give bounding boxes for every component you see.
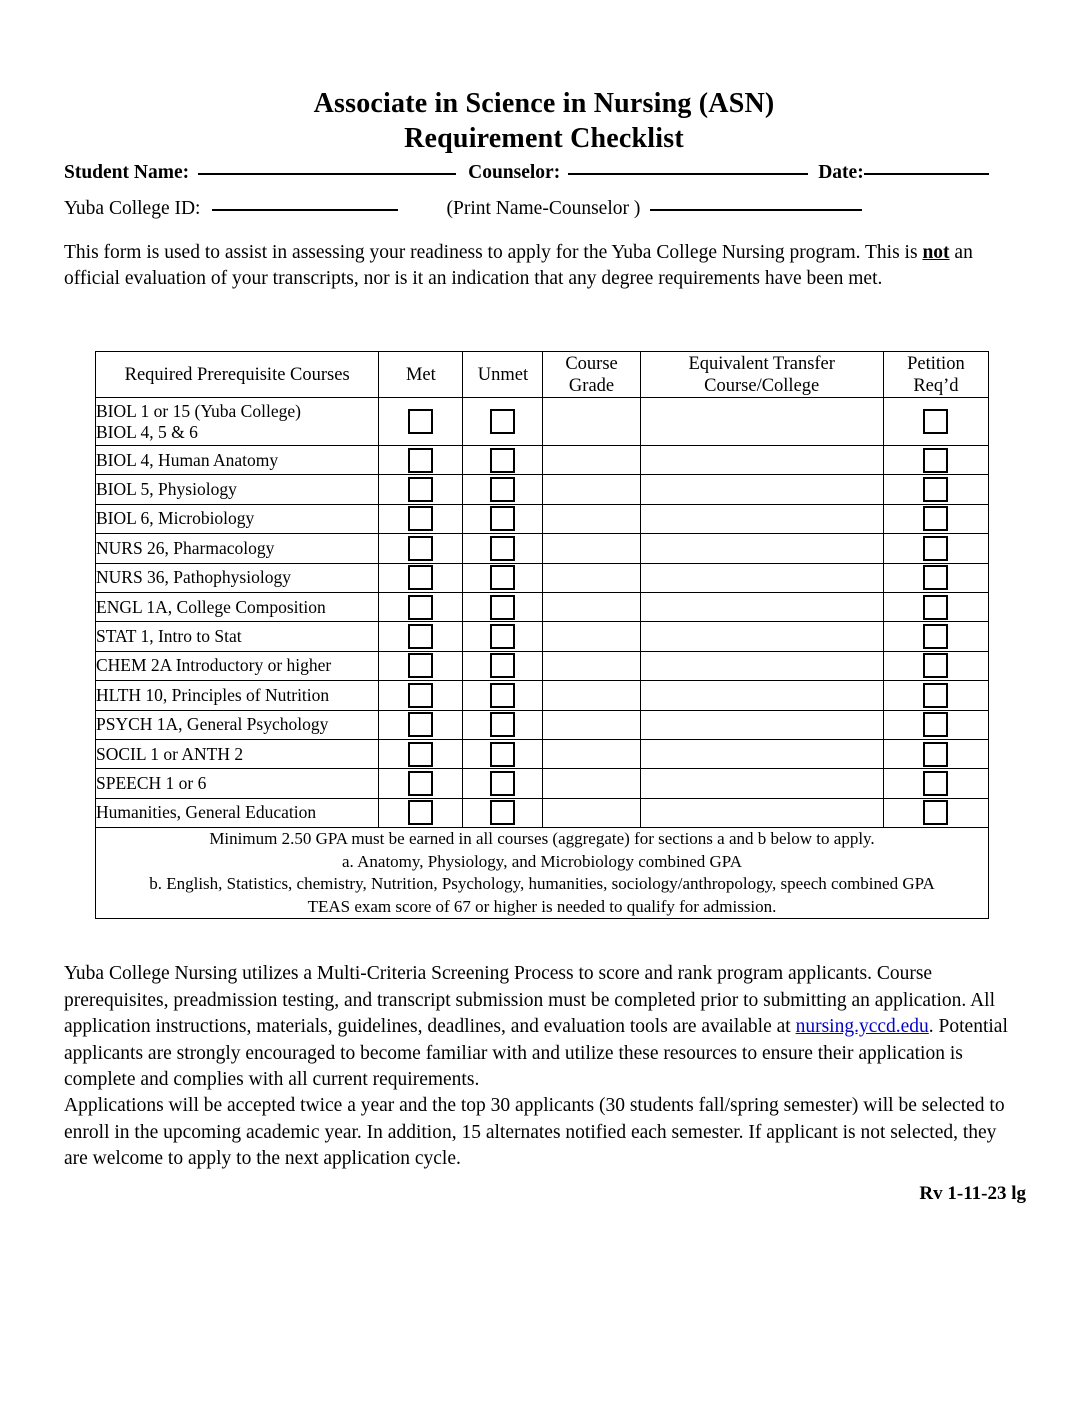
unmet-cell[interactable] (463, 622, 543, 651)
unmet-checkbox[interactable] (490, 506, 515, 531)
unmet-cell[interactable] (463, 769, 543, 798)
date-label: Date: (818, 162, 864, 183)
met-cell[interactable] (379, 769, 463, 798)
met-cell[interactable] (379, 446, 463, 475)
course-name-cell (96, 681, 379, 710)
title-line-2: Requirement Checklist (404, 123, 684, 154)
petition-required-cell[interactable] (883, 534, 988, 563)
header-course: Required Prerequisite Courses (96, 352, 379, 398)
equivalent-transfer-cell[interactable] (640, 739, 883, 768)
page-title (0, 86, 1088, 156)
student-name-label: Student Name: (64, 162, 190, 183)
student-name-field[interactable] (198, 173, 456, 175)
petition-required-cell[interactable] (883, 681, 988, 710)
course-name-cell (96, 798, 379, 827)
course-name-cell (96, 592, 379, 621)
met-cell[interactable] (379, 681, 463, 710)
unmet-checkbox[interactable] (490, 683, 515, 708)
unmet-cell[interactable] (463, 446, 543, 475)
unmet-checkbox[interactable] (490, 653, 515, 678)
print-name-counselor-field[interactable] (650, 209, 862, 211)
equivalent-transfer-cell[interactable] (640, 710, 883, 739)
met-checkbox[interactable] (408, 477, 433, 502)
petition-required-cell[interactable] (883, 622, 988, 651)
petition-required-checkbox[interactable] (923, 800, 948, 825)
counselor-field[interactable] (568, 173, 808, 175)
course-grade-cell[interactable] (543, 475, 640, 504)
unmet-checkbox[interactable] (490, 800, 515, 825)
course-name-line-1: HLTH 10, Principles of Nutrition (96, 684, 330, 705)
yuba-college-id-field[interactable] (212, 209, 398, 211)
intro-emphasis-not: not (922, 242, 950, 263)
course-name-cell (96, 534, 379, 563)
met-checkbox[interactable] (408, 771, 433, 796)
course-name-cell (96, 622, 379, 651)
header-petition-required (883, 352, 988, 398)
header-equivalent-line2: Course/College (704, 375, 820, 396)
unmet-checkbox[interactable] (490, 409, 515, 434)
course-name-cell (96, 651, 379, 680)
met-checkbox[interactable] (408, 624, 433, 649)
header-petition-line2: Req’d (913, 375, 959, 396)
unmet-checkbox[interactable] (490, 595, 515, 620)
met-cell[interactable] (379, 710, 463, 739)
unmet-checkbox[interactable] (490, 477, 515, 502)
intro-paragraph (64, 240, 989, 292)
equivalent-transfer-cell[interactable] (640, 651, 883, 680)
equivalent-transfer-cell[interactable] (640, 534, 883, 563)
table-row (96, 446, 989, 475)
petition-required-cell[interactable] (883, 398, 988, 446)
course-grade-cell[interactable] (543, 534, 640, 563)
met-cell[interactable] (379, 651, 463, 680)
date-field[interactable] (864, 173, 989, 175)
course-name-cell (96, 446, 379, 475)
met-checkbox[interactable] (408, 448, 433, 473)
intro-part-2: an official evaluation of your transcripts, nor is it an indication that any degree requirements have been met. (64, 242, 973, 289)
petition-required-cell[interactable] (883, 592, 988, 621)
course-name-line-1: PSYCH 1A, General Psychology (96, 714, 329, 735)
unmet-checkbox[interactable] (490, 448, 515, 473)
unmet-cell[interactable] (463, 798, 543, 827)
course-name-line-1: ENGL 1A, College Composition (96, 596, 326, 617)
course-name-line-1: BIOL 6, Microbiology (96, 508, 255, 529)
petition-required-checkbox[interactable] (923, 653, 948, 678)
met-checkbox[interactable] (408, 683, 433, 708)
course-name-line-1: BIOL 1 or 15 (Yuba College) (96, 400, 301, 421)
unmet-cell[interactable] (463, 592, 543, 621)
unmet-cell[interactable] (463, 534, 543, 563)
table-row (96, 681, 989, 710)
petition-required-cell[interactable] (883, 798, 988, 827)
unmet-cell[interactable] (463, 710, 543, 739)
nursing-website-link[interactable]: nursing.yccd.edu (795, 1016, 929, 1037)
table-row (96, 563, 989, 592)
met-checkbox[interactable] (408, 506, 433, 531)
petition-required-checkbox[interactable] (923, 536, 948, 561)
met-cell[interactable] (379, 798, 463, 827)
met-checkbox[interactable] (408, 536, 433, 561)
course-grade-cell[interactable] (543, 798, 640, 827)
header-course-grade-line1: Course (565, 353, 618, 374)
table-row (96, 710, 989, 739)
unmet-checkbox[interactable] (490, 536, 515, 561)
header-equivalent-line1: Equivalent Transfer (688, 353, 835, 374)
course-name-line-1: CHEM 2A Introductory or higher (96, 655, 332, 676)
course-name-line-1: STAT 1, Intro to Stat (96, 626, 242, 647)
petition-required-cell[interactable] (883, 651, 988, 680)
equivalent-transfer-cell[interactable] (640, 769, 883, 798)
header-petition-line1: Petition (907, 353, 965, 374)
unmet-cell[interactable] (463, 504, 543, 533)
equivalent-transfer-cell[interactable] (640, 592, 883, 621)
met-cell[interactable] (379, 504, 463, 533)
course-grade-cell[interactable] (543, 398, 640, 446)
footnote-line-0: Minimum 2.50 GPA must be earned in all courses (aggregate) for sections a and b below to apply. (209, 829, 875, 849)
equivalent-transfer-cell[interactable] (640, 798, 883, 827)
equivalent-transfer-cell[interactable] (640, 563, 883, 592)
application-cycle-paragraph: Applications will be accepted twice a year and the top 30 applicants (30 students fall/spring semester) will be selected to enroll in the upcoming academic year. In addition, 15 alternates notified each semester. If applicant is not selected, they are welcome to apply to the next application cycle. (64, 1095, 1005, 1169)
table-row (96, 769, 989, 798)
course-grade-cell[interactable] (543, 739, 640, 768)
met-checkbox[interactable] (408, 595, 433, 620)
table-row (96, 592, 989, 621)
course-grade-cell[interactable] (543, 504, 640, 533)
equivalent-transfer-cell[interactable] (640, 622, 883, 651)
footnote-line-1: a. Anatomy, Physiology, and Microbiology combined GPA (342, 851, 742, 871)
met-cell[interactable] (379, 398, 463, 446)
petition-required-checkbox[interactable] (923, 409, 948, 434)
table-row (96, 504, 989, 533)
met-checkbox[interactable] (408, 712, 433, 737)
met-cell[interactable] (379, 622, 463, 651)
unmet-cell[interactable] (463, 651, 543, 680)
petition-required-cell[interactable] (883, 710, 988, 739)
course-name-line-1: NURS 36, Pathophysiology (96, 567, 291, 588)
course-name-cell (96, 475, 379, 504)
course-name-line-1: Humanities, General Education (96, 802, 317, 823)
table-row (96, 534, 989, 563)
course-name-line-1: BIOL 4, Human Anatomy (96, 449, 279, 470)
petition-required-cell[interactable] (883, 446, 988, 475)
met-checkbox[interactable] (408, 565, 433, 590)
unmet-cell[interactable] (463, 563, 543, 592)
table-footnote-row (96, 828, 989, 919)
unmet-checkbox[interactable] (490, 742, 515, 767)
unmet-cell[interactable] (463, 398, 543, 446)
table-row (96, 651, 989, 680)
unmet-checkbox[interactable] (490, 771, 515, 796)
table-header-row (96, 352, 989, 398)
intro-part-1: This form is used to assist in assessing your readiness to apply for the Yuba College Nursing program. This is (64, 242, 923, 263)
petition-required-checkbox[interactable] (923, 448, 948, 473)
course-name-line-1: BIOL 5, Physiology (96, 479, 237, 500)
course-name-line-1: SPEECH 1 or 6 (96, 772, 207, 793)
gpa-requirements-note (96, 828, 989, 919)
print-name-counselor-label: (Print Name-Counselor ) (446, 198, 641, 219)
equivalent-transfer-cell[interactable] (640, 681, 883, 710)
equivalent-transfer-cell[interactable] (640, 398, 883, 446)
met-cell[interactable] (379, 475, 463, 504)
petition-required-checkbox[interactable] (923, 565, 948, 590)
petition-required-checkbox[interactable] (923, 712, 948, 737)
course-grade-cell[interactable] (543, 651, 640, 680)
met-checkbox[interactable] (408, 800, 433, 825)
unmet-cell[interactable] (463, 739, 543, 768)
paragraph-1-before-link: Yuba College Nursing utilizes a Multi-Criteria Screening Process to score and rank program applicants. Course prerequisites, preadmission testing, and transcript submission must be completed prior to submitting an application. All application instructions, materials, guidelines, deadlines, and evaluation tools are available at (64, 963, 995, 1037)
met-cell[interactable] (379, 534, 463, 563)
header-course-grade (543, 352, 640, 398)
course-grade-cell[interactable] (543, 622, 640, 651)
met-checkbox[interactable] (408, 742, 433, 767)
header-course-grade-line2: Grade (568, 375, 615, 396)
yuba-college-id-label: Yuba College ID: (64, 198, 201, 219)
revision-stamp: Rv 1-11-23 lg (919, 1183, 1026, 1204)
counselor-label: Counselor: (468, 162, 561, 183)
course-name-cell (96, 739, 379, 768)
petition-required-checkbox[interactable] (923, 683, 948, 708)
petition-required-checkbox[interactable] (923, 477, 948, 502)
unmet-checkbox[interactable] (490, 565, 515, 590)
course-name-line-1: SOCIL 1 or ANTH 2 (96, 743, 244, 764)
equivalent-transfer-cell[interactable] (640, 504, 883, 533)
met-cell[interactable] (379, 592, 463, 621)
table-row (96, 398, 989, 446)
header-equivalent-transfer (640, 352, 883, 398)
petition-required-checkbox[interactable] (923, 624, 948, 649)
course-grade-cell[interactable] (543, 563, 640, 592)
met-cell[interactable] (379, 563, 463, 592)
equivalent-transfer-cell[interactable] (640, 446, 883, 475)
course-grade-cell[interactable] (543, 710, 640, 739)
course-grade-cell[interactable] (543, 681, 640, 710)
met-checkbox[interactable] (408, 653, 433, 678)
unmet-checkbox[interactable] (490, 712, 515, 737)
identity-row-primary (64, 162, 1024, 184)
equivalent-transfer-cell[interactable] (640, 475, 883, 504)
prerequisite-checklist-table (95, 351, 989, 919)
course-name-line-1: NURS 26, Pharmacology (96, 537, 275, 558)
petition-required-cell[interactable] (883, 769, 988, 798)
petition-required-checkbox[interactable] (923, 771, 948, 796)
met-checkbox[interactable] (408, 409, 433, 434)
petition-required-checkbox[interactable] (923, 742, 948, 767)
unmet-cell[interactable] (463, 681, 543, 710)
course-name-cell (96, 710, 379, 739)
identity-row-secondary (64, 198, 1024, 220)
petition-required-checkbox[interactable] (923, 595, 948, 620)
header-unmet: Unmet (463, 352, 543, 398)
course-name-cell (96, 563, 379, 592)
table-row (96, 475, 989, 504)
met-cell[interactable] (379, 739, 463, 768)
course-grade-cell[interactable] (543, 446, 640, 475)
course-grade-cell[interactable] (543, 769, 640, 798)
footnote-line-2: b. English, Statistics, chemistry, Nutrition, Psychology, humanities, sociology/anthropology, speech combined GPA (149, 874, 935, 894)
course-name-cell (96, 769, 379, 798)
course-name-cell (96, 398, 379, 446)
petition-required-checkbox[interactable] (923, 506, 948, 531)
unmet-cell[interactable] (463, 475, 543, 504)
petition-required-cell[interactable] (883, 739, 988, 768)
table-row (96, 622, 989, 651)
unmet-checkbox[interactable] (490, 624, 515, 649)
course-grade-cell[interactable] (543, 592, 640, 621)
petition-required-cell[interactable] (883, 504, 988, 533)
petition-required-cell[interactable] (883, 475, 988, 504)
header-met: Met (379, 352, 463, 398)
paragraph-1-after-link: . Potential applicants are strongly encouraged to become familiar with and utilize these resources to ensure their application is complete and complies with all current requirements. (64, 1016, 1008, 1090)
table-row (96, 739, 989, 768)
footnote-line-3: TEAS exam score of 67 or higher is needed to qualify for admission. (307, 896, 777, 916)
course-name-line-2: BIOL 4, 5 & 6 (96, 421, 198, 442)
screening-process-paragraph (64, 961, 1019, 1094)
table-row (96, 798, 989, 827)
course-name-cell (96, 504, 379, 533)
title-line-1: Associate in Science in Nursing (ASN) (313, 88, 775, 119)
petition-required-cell[interactable] (883, 563, 988, 592)
